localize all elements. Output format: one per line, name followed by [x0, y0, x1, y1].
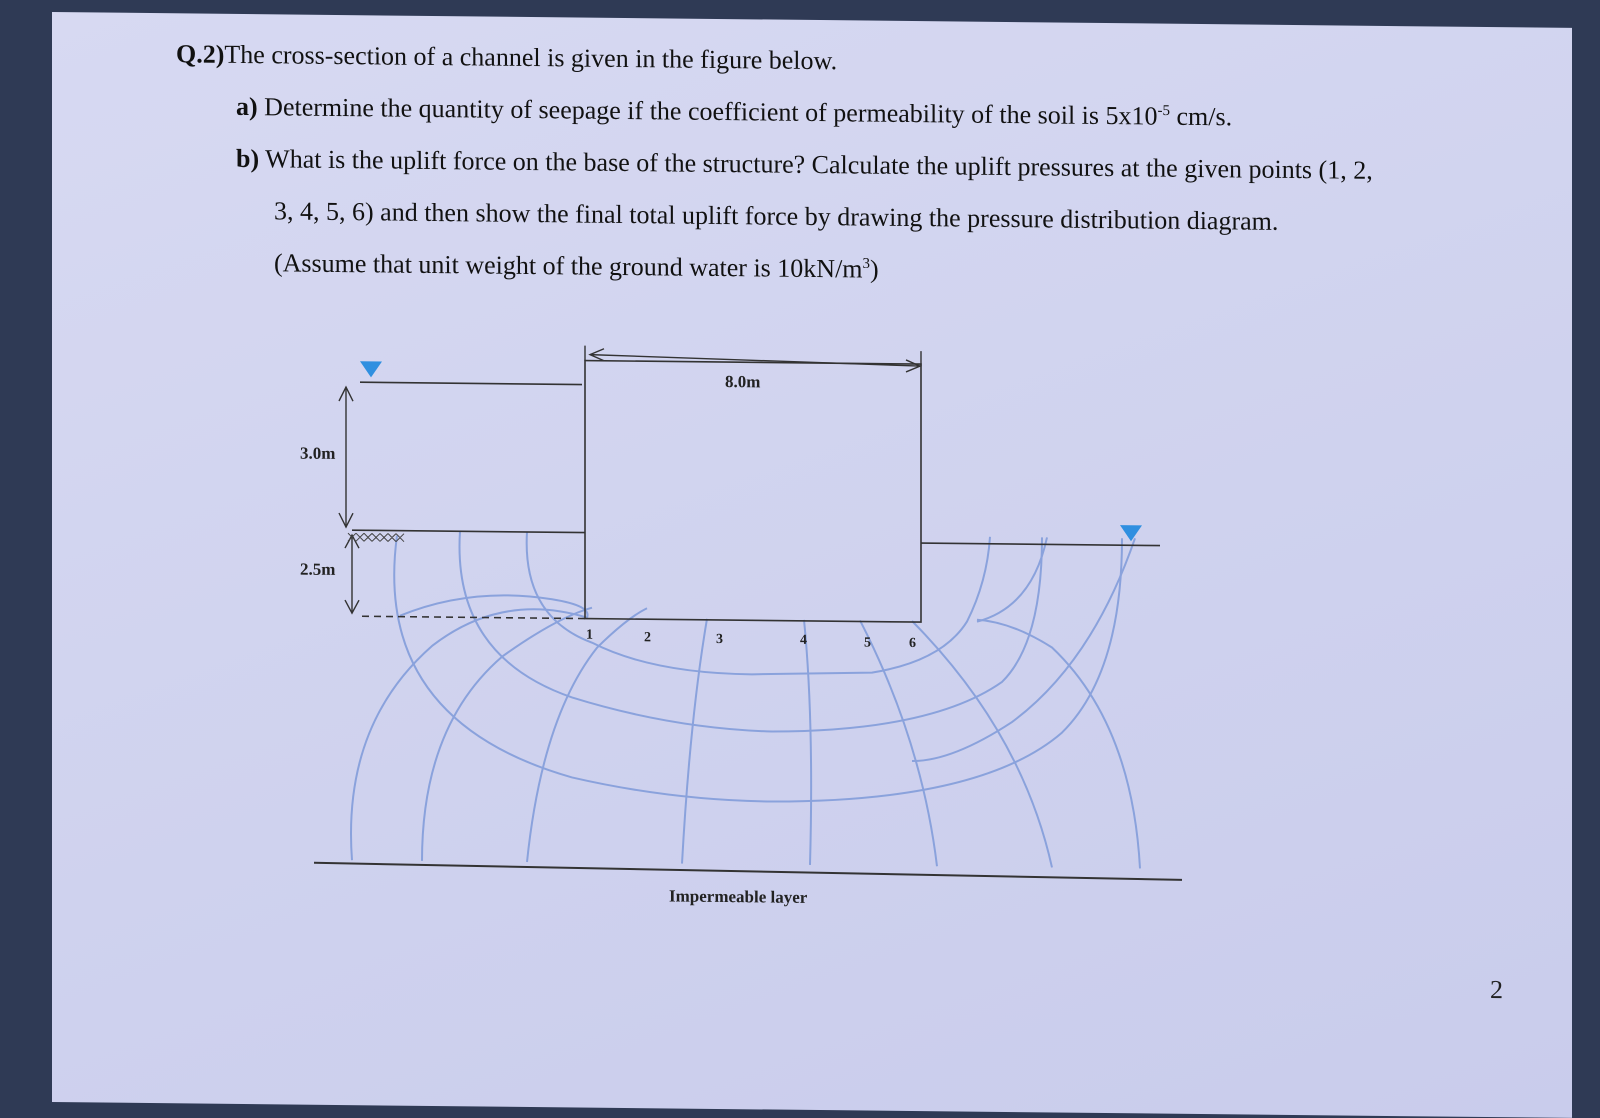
channel-cross-section-figure — [52, 12, 1572, 1118]
upstream-water-surface — [360, 382, 582, 384]
point-label-5: 5 — [864, 635, 871, 651]
upstream-ground-surface — [352, 530, 585, 532]
upstream-water-level-icon — [360, 361, 382, 377]
equipotential-5 — [682, 619, 707, 864]
point-label-3: 3 — [716, 631, 723, 648]
uplift-points — [586, 628, 916, 651]
paper-page — [52, 12, 1572, 1118]
flow-line-2 — [460, 531, 1043, 734]
upstream-head-label: 3.0m — [300, 443, 336, 463]
equipotential-4 — [527, 607, 647, 863]
part-a-text: Determine the quantity of seepage if the coefficient of permeability of the soil is 5x10 — [264, 92, 1158, 131]
part-b-label: b) — [236, 143, 260, 174]
part-b-exponent: 3 — [862, 255, 871, 272]
depth-label: 2.5m — [300, 559, 336, 579]
flow-net — [351, 530, 1140, 868]
impermeable-layer-label: Impermeable layer — [669, 886, 808, 907]
part-b-text-1: What is the uplift force on the base of the structure? Calculate the uplift pressures at the given points (1, 2, — [265, 144, 1373, 185]
point-label-4: 4 — [800, 632, 807, 648]
equipotential-9 — [977, 620, 1140, 869]
part-b-close: ) — [870, 254, 879, 284]
part-b-text-3: (Assume that unit weight of the ground water is 10kN/m — [274, 248, 863, 284]
equipotential-8 — [912, 621, 1052, 867]
equipotential-6 — [804, 620, 811, 865]
part-a-label: a) — [236, 91, 258, 122]
downstream-ground-surface — [921, 543, 1160, 546]
page-number: 2 — [1490, 975, 1503, 1005]
part-b-text-2: 3, 4, 5, 6) and then show the final total uplift force by drawing the pressure distribution diagram. — [274, 196, 1279, 236]
dam-structure — [585, 361, 921, 623]
point-label-6: 6 — [909, 635, 916, 652]
point-label-2: 2 — [644, 630, 651, 646]
part-a-unit: cm/s. — [1170, 101, 1233, 132]
part-a-exponent: -5 — [1157, 102, 1171, 120]
question-intro: The cross-section of a channel is given in the figure below. — [224, 39, 838, 76]
width-label: 8.0m — [725, 372, 761, 392]
downstream-water-level-icon — [1120, 525, 1142, 541]
point-label-1: 1 — [586, 627, 593, 643]
dimension-lines — [339, 343, 921, 619]
question-number: Q.2) — [176, 39, 225, 69]
equipotential-3 — [422, 606, 592, 863]
